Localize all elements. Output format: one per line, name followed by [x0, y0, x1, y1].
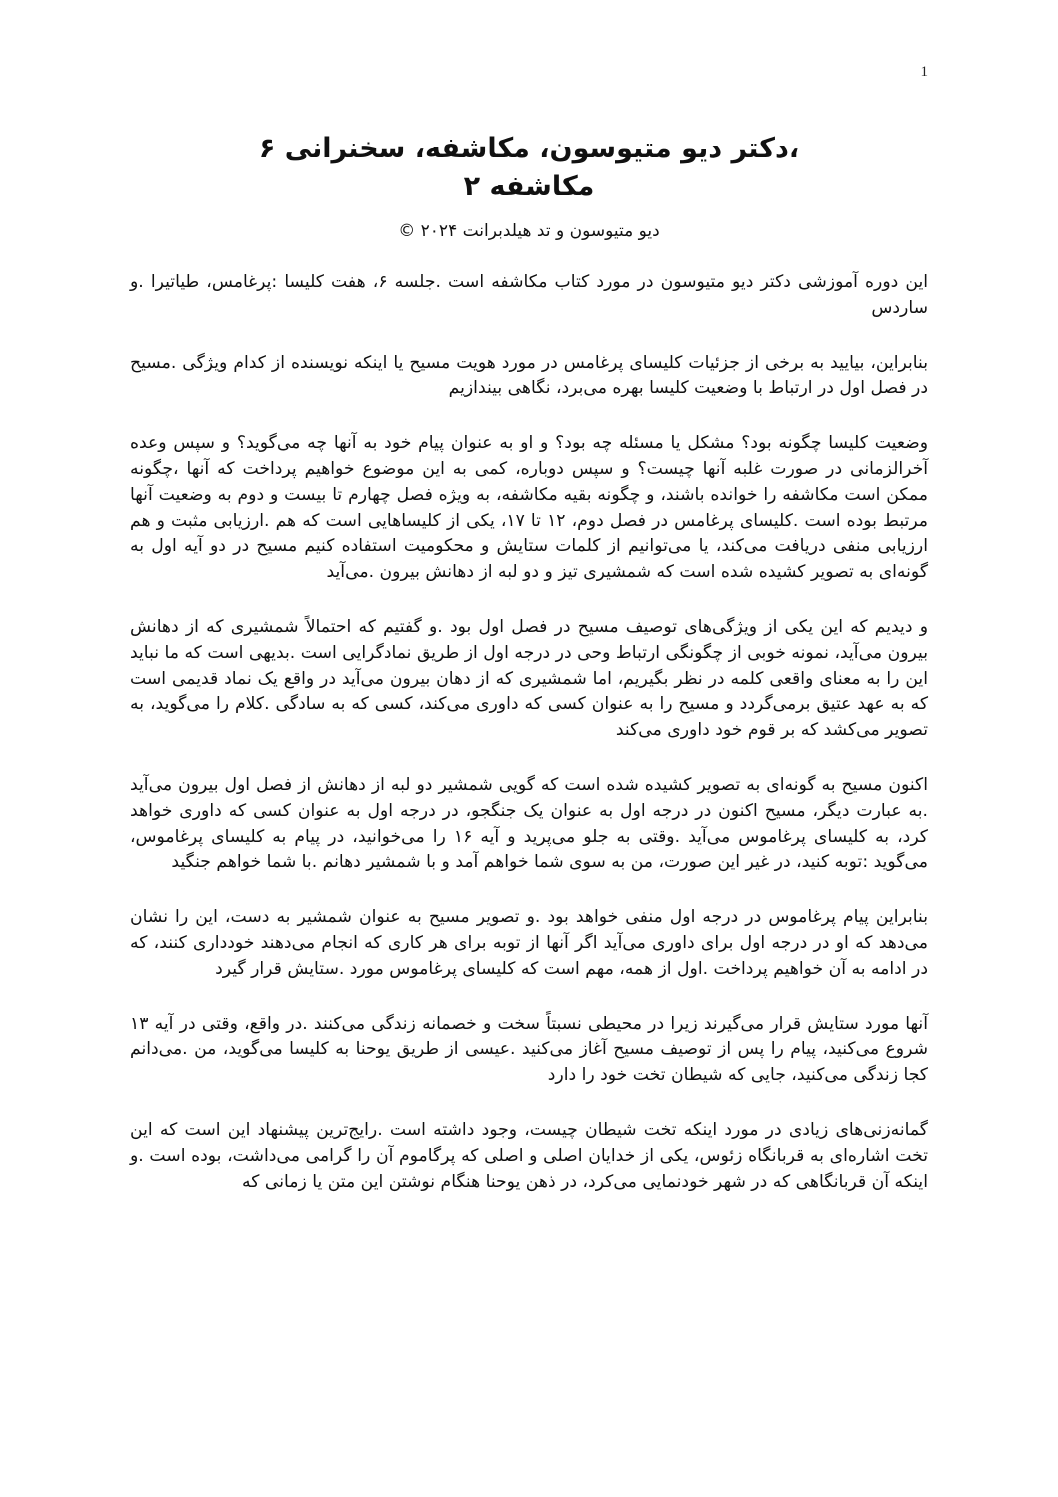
paragraph-3: وضعیت کلیسا چگونه بود؟ مشکل یا مسئله چه بود؟ و او به عنوان پیام خود به آنها چه می‌گوید؟ و سپس وعده آخرالزمانی در صورت غلبه آنها چیست؟ و سپس دوباره، کمی به این موضوع خواهیم پرداخت که آنها ،چگونه ممکن است مکاشفه را خوانده باشند، و چگونه بقیه مکاشفه، به ویژه فصل چهارم تا بیست و دوم به وضعیت آنها مرتبط بوده است .کلیسای پرغامس در فصل دوم، ۱۲ تا ۱۷، یکی از کلیساهایی است که هم .ارزیابی مثبت و هم ارزیابی منفی دریافت می‌کند، یا می‌توانیم از کلمات ستایش و محکومیت استفاده کنیم مسیح در دو آیه اول به گونه‌ای به تصویر کشیده شده است که شمشیری تیز و دو لبه از دهانش بیرون .می‌آید — [130, 433, 929, 583]
paragraph-1: این دوره آموزشی دکتر دیو متیوسون در مورد کتاب مکاشفه است .جلسه ۶، هفت کلیسا :پرغامس، طیاتیرا .و ساردس — [130, 272, 929, 318]
document-header — [130, 130, 928, 244]
page-number: 1 — [920, 64, 928, 80]
paragraph-7: آنها مورد ستایش قرار می‌گیرند زیرا در محیطی نسبتاً سخت و خصمانه زندگی می‌کنند .در واقع، وقتی در آیه ۱۳ شروع می‌کنید، پیام را پس از توصیف مسیح آغاز می‌کنید .عیسی از طریق یوحنا به کلیسا می‌گوید، من .می‌دانم کجا زندگی می‌کنید، جایی که شیطان تخت خود را دارد — [130, 1013, 928, 1086]
paragraph-6: بنابراین پیام پرغاموس در درجه اول منفی خواهد بود .و تصویر مسیح به عنوان شمشیر به دست، این را نشان می‌دهد که او در درجه اول برای داوری می‌آید اگر آنها از توبه برای هر کاری که انجام می‌دهند خودداری کنند، که در ادامه به آن خواهیم پرداخت .اول از همه، مهم است که کلیسای پرغاموس مورد .ستایش قرار گیرد — [130, 907, 928, 979]
document-title-line-2: مکاشفه ۲ — [463, 171, 595, 202]
paragraph-2: بنابراین، بیایید به برخی از جزئیات کلیسای پرغامس در مورد هویت مسیح یا اینکه نویسنده از کدام ویژگی .مسیح در فصل اول در ارتباط با وضعیت کلیسا بهره می‌برد، نگاهی بیندازیم — [130, 352, 928, 399]
paragraph-5: اکنون مسیح به گونه‌ای به تصویر کشیده شده است که گویی شمشیر دو لبه از دهانش از فصل اول بیرون می‌آید .به عبارت دیگر، مسیح اکنون در درجه اول به عنوان یک جنگجو، در درجه اول به عنوان کسی که داوری خواهد کرد، به کلیسای پرغاموس می‌آید .وقتی به جلو می‌پرید و آیه ۱۶ را می‌خوانید، در پیام به کلیسای پرغاموس، می‌گوید :توبه کنید، در غیر این صورت، من به سوی شما خواهم آمد و با شمشیر دهانم .با شما خواهم جنگید — [130, 774, 928, 873]
paragraph-4: و دیدیم که این یکی از ویژگی‌های توصیف مسیح در فصل اول بود .و گفتیم که احتمالاً شمشیری که از دهانش بیرون می‌آید، نمونه خوبی از چگونگی ارتباط وحی در درجه اول از طریق نمادگرایی است .بدیهی است که ما نباید این را به معنای واقعی کلمه در نظر بگیریم، اما شمشیری که از دهان بیرون می‌آید در واقع یک نماد قدیمی است که به عهد عتیق برمی‌گردد و مسیح را به عنوان کسی که داوری می‌کند، کسی که به سادگی .کلام را می‌گوید، به تصویر می‌کشد که بر قوم خود داوری می‌کند — [130, 616, 928, 741]
paragraph-8: گمانه‌زنی‌های زیادی در مورد اینکه تخت شیطان چیست، وجود داشته است .رایج‌ترین پیشنهاد این است که این تخت اشاره‌ای به قربانگاه زئوس، یکی از خدایان اصلی و اصلی که پرگاموم آن را گرامی می‌داشت، بوده است .و اینکه آن قربانگاهی که در شهر خودنمایی می‌کرد، در ذهن یوحنا هنگام نوشتن این متن یا زمانی که — [130, 1119, 928, 1192]
document-title-line-1: ،دکتر دیو متیوسون، مکاشفه، سخنرانی ۶ — [258, 133, 800, 164]
document-body — [130, 270, 928, 1224]
copyright-notice: دیو متیوسون و تد هیلدبرانت ۲۰۲۴ © — [398, 221, 660, 241]
